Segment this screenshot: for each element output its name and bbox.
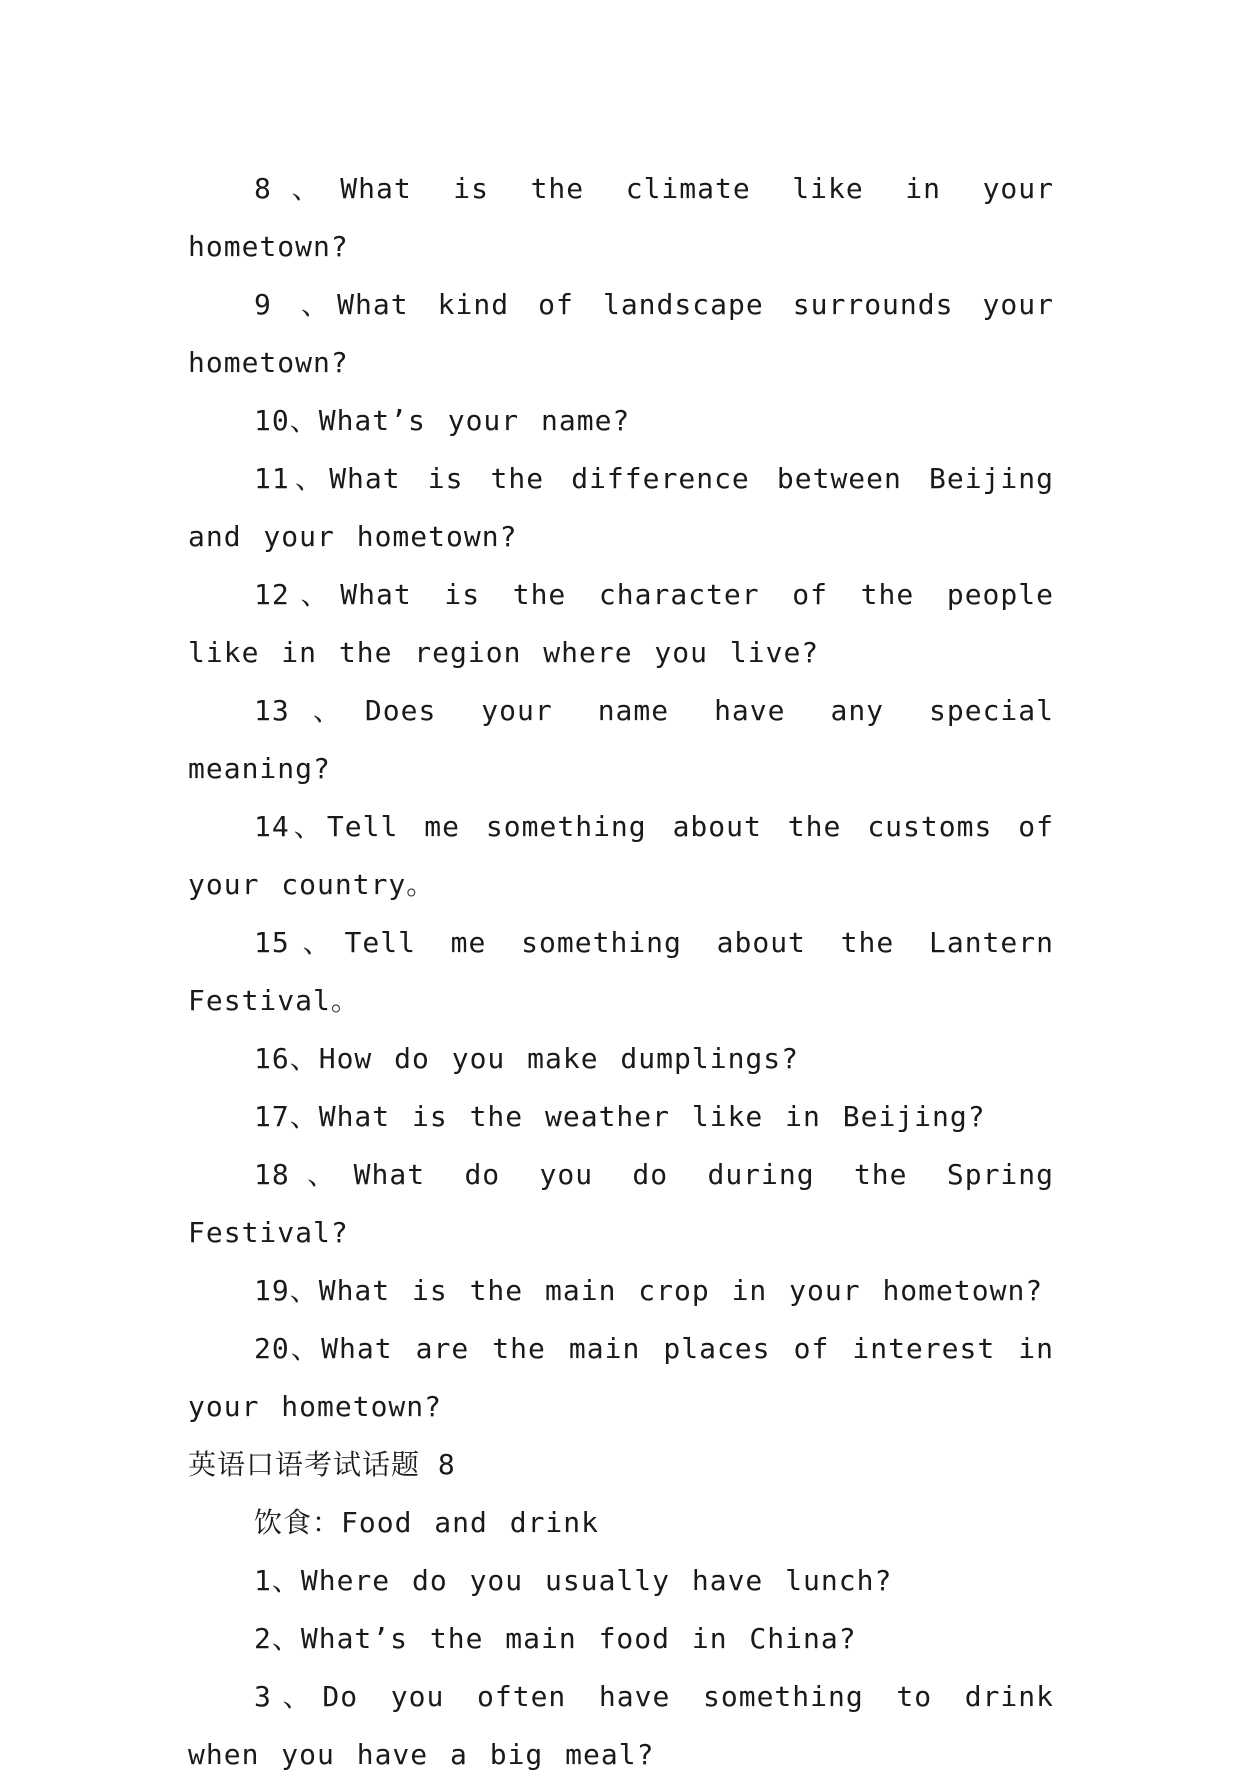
question-item: 20、What are the main places of interest in your hometown? — [188, 1332, 1054, 1423]
question-item: 19、What is the main crop in your hometown? — [254, 1274, 1044, 1307]
question-item: 9 、What kind of landscape surrounds your hometown? — [188, 288, 1054, 379]
question-item: 13、Does your name have any special meaning? — [188, 694, 1054, 785]
question-item: 8、What is the climate like in your hometown? — [188, 172, 1054, 263]
question-item: 12、What is the character of the people like in the region where you live? — [188, 578, 1054, 669]
question-item: 16、How do you make dumplings? — [254, 1042, 800, 1075]
section-topic: 饮食：Food and drink — [254, 1506, 600, 1539]
question-item: 3、Do you often have something to drink when you have a big meal? — [188, 1680, 1054, 1771]
section-heading: 英语口语考试话题 8 — [188, 1448, 456, 1481]
question-item: 18、What do you do during the Spring Festival? — [188, 1158, 1054, 1249]
question-item: 15、Tell me something about the Lantern Festival。 — [188, 926, 1054, 1017]
question-item: 11、What is the difference between Beijing and your hometown? — [188, 462, 1054, 553]
question-item: 10、What’s your name? — [254, 404, 631, 437]
question-item: 1、Where do you usually have lunch? — [254, 1564, 893, 1597]
question-item: 2、What’s the main food in China? — [254, 1622, 857, 1655]
document-body — [188, 160, 1054, 1784]
question-item: 14、Tell me something about the customs of your country。 — [188, 810, 1054, 901]
question-item: 17、What is the weather like in Beijing? — [254, 1100, 986, 1133]
